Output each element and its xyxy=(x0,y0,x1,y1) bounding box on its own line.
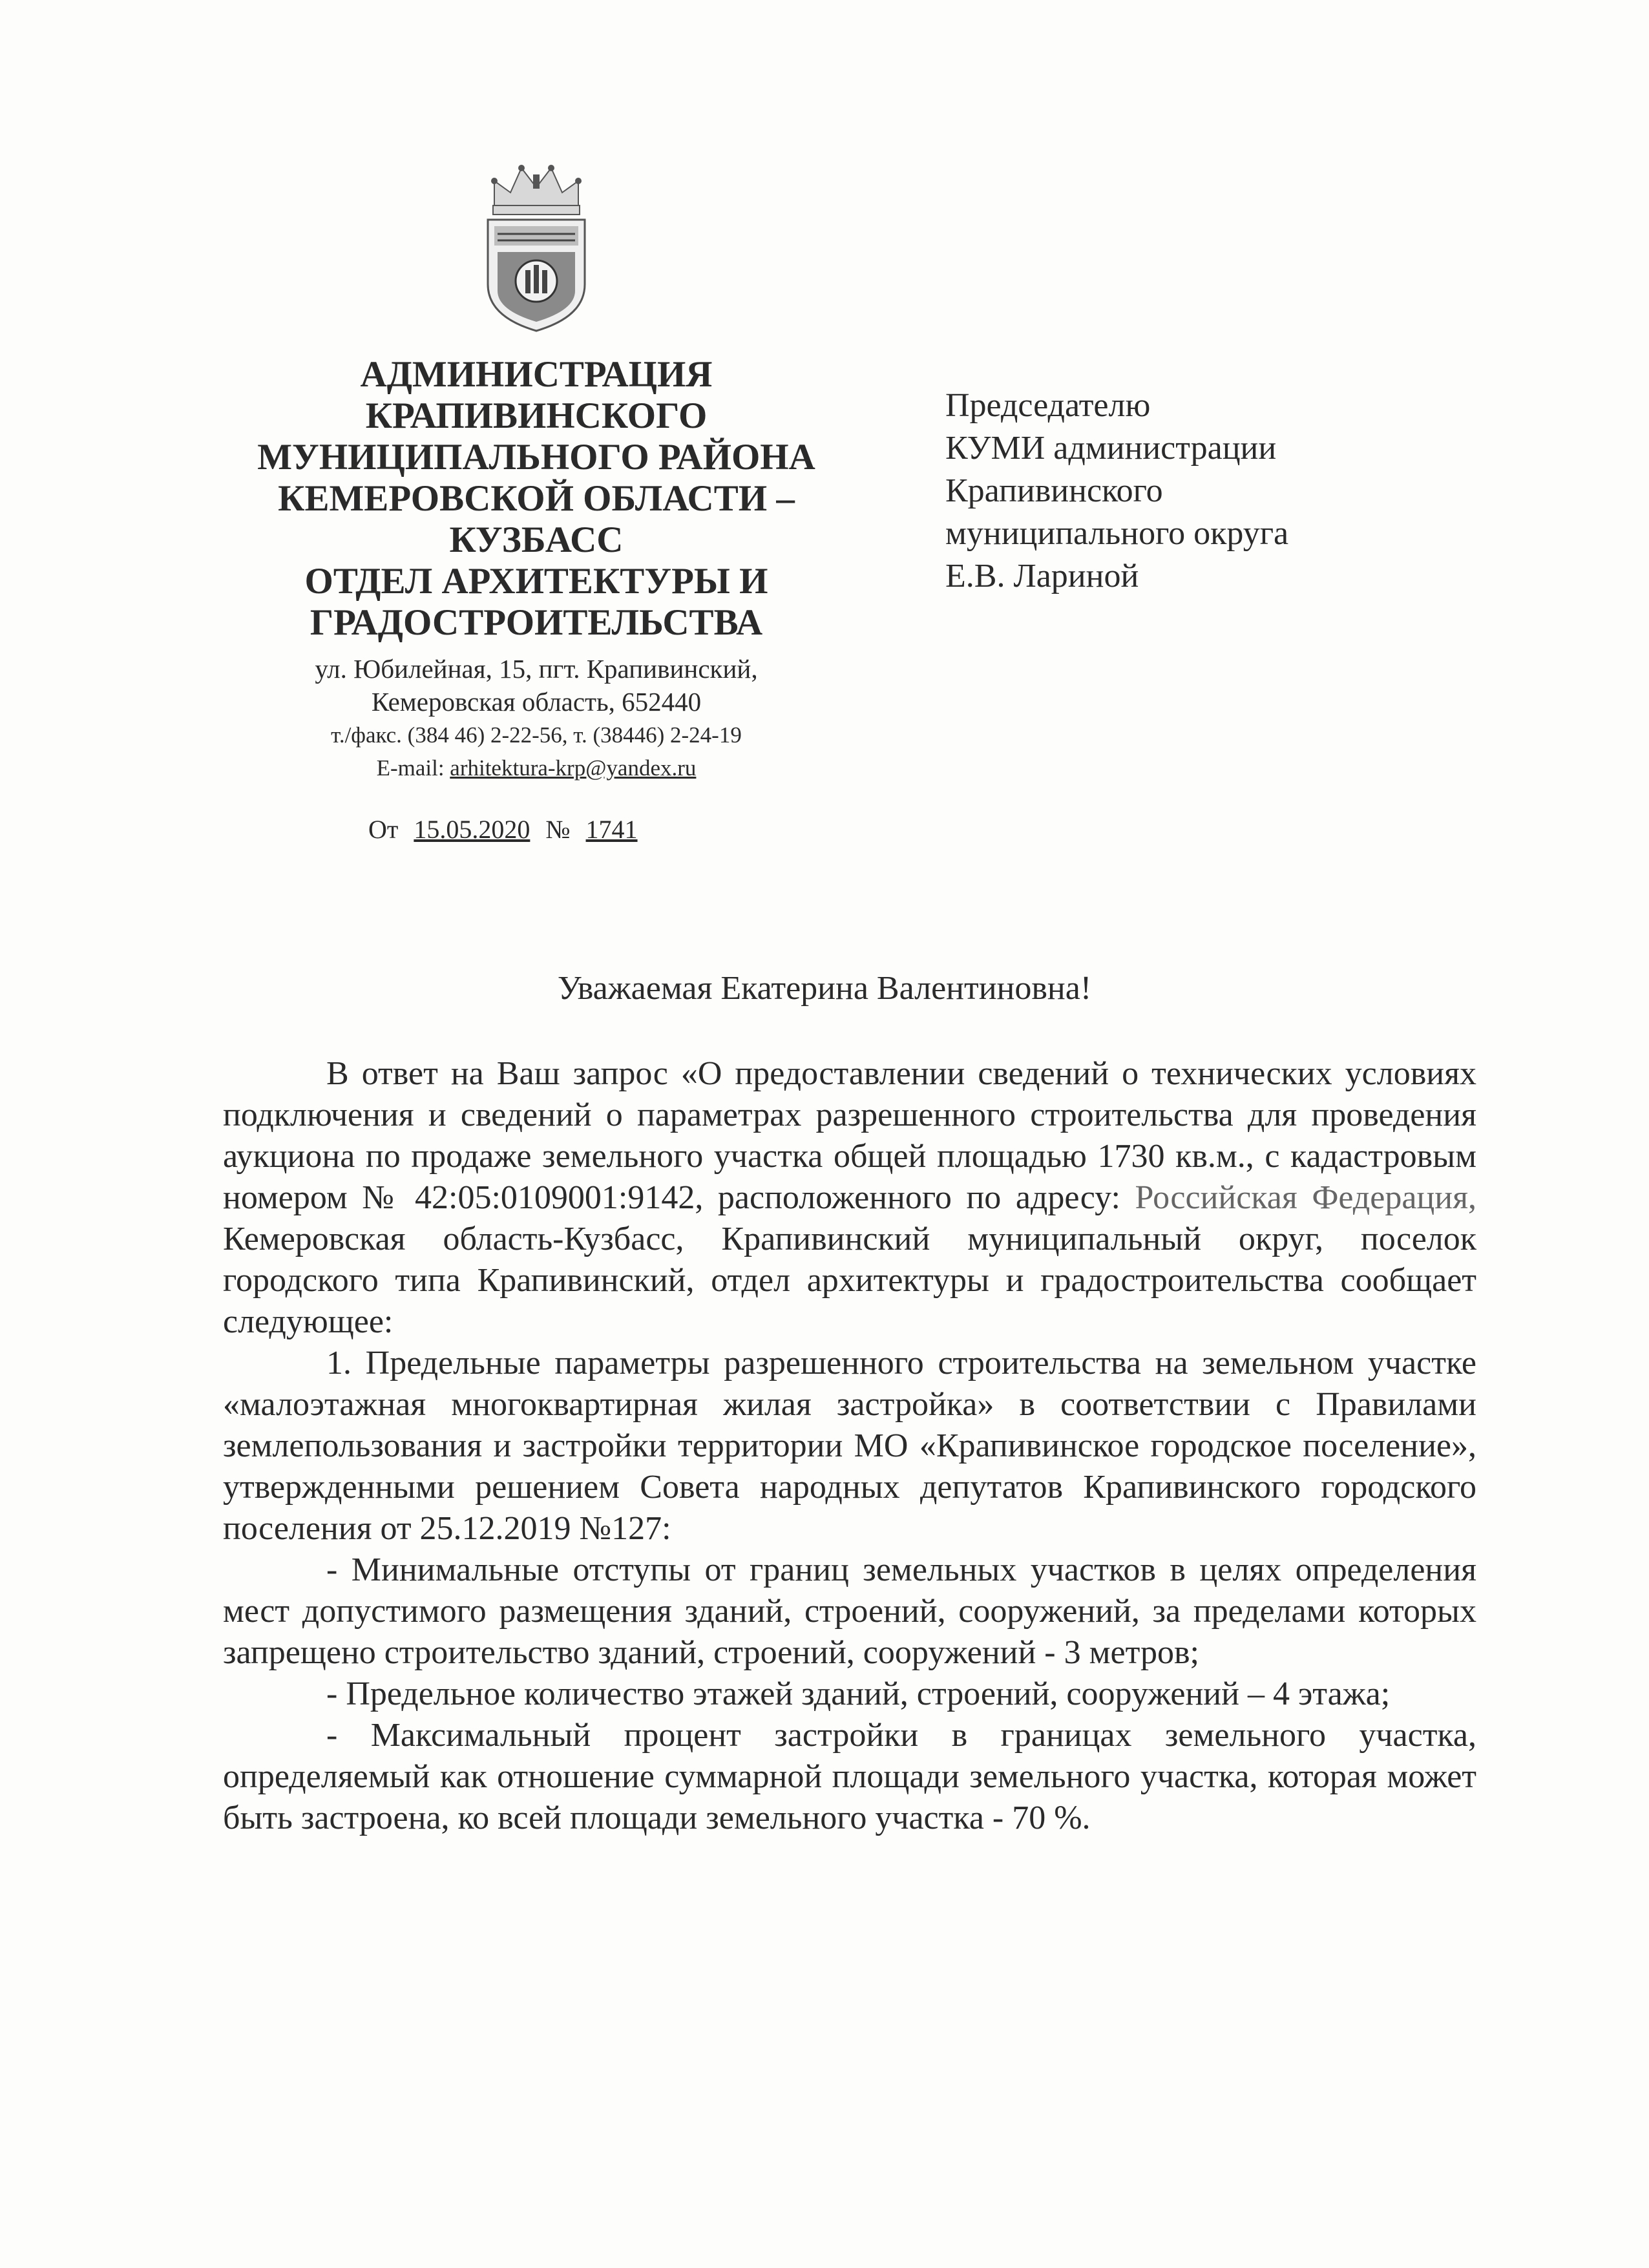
org-line: ГРАДОСТРОИТЕЛЬСТВА xyxy=(310,602,763,643)
addressee-line: Крапивинского xyxy=(945,472,1163,509)
org-line: МУНИЦИПАЛЬНОГО РАЙОНА xyxy=(257,437,815,478)
phone-line: т./факс. (384 46) 2-22-56, т. (38446) 2-24-19 xyxy=(331,722,742,748)
document-date-number xyxy=(368,814,647,845)
paragraph-text: Российская Федерация, xyxy=(1135,1179,1477,1216)
letter-body xyxy=(223,1053,1476,1839)
email-line xyxy=(197,751,876,784)
email-label: E-mail: xyxy=(376,755,450,781)
document-date: 15.05.2020 xyxy=(414,815,530,844)
org-line: КРАПИВИНСКОГО xyxy=(365,395,708,436)
number-prefix: № xyxy=(545,815,571,844)
coat-of-arms-icon xyxy=(481,162,591,333)
address-line-2: Кемеровская область, 652440 xyxy=(371,687,702,717)
organization-name xyxy=(197,354,876,644)
paragraph-request xyxy=(223,1053,1476,1343)
paragraph-text: Кемеровская область-Кузбасс, Крапивинский муниципальный округ, поселок городского типа Крапивинский, отдел архитектуры и градостроительства сообщает следующее: xyxy=(223,1221,1476,1340)
paragraph-item-1: 1. Предельные параметры разрешенного строительства на земельном участке «малоэтажная многоквартирная жилая застройка» в соответствии с Правилами землепользования и застройки территории МО «Крапивинское городское поселение», утвержденными решением Совета народных депутатов Крапивинского городского поселения от 25.12.2019 №127: xyxy=(223,1345,1476,1547)
org-contacts xyxy=(197,653,876,784)
letter-greeting: Уважаемая Екатерина Валентиновна! xyxy=(557,970,1092,1007)
addressee-line: Председателю xyxy=(945,387,1151,424)
addressee-line: муниципального округа xyxy=(945,515,1289,552)
org-line: ОТДЕЛ АРХИТЕКТУРЫ И xyxy=(304,561,768,602)
addressee-block xyxy=(945,384,1527,598)
org-line: КЕМЕРОВСКОЙ ОБЛАСТИ – xyxy=(278,478,795,519)
paragraph-setbacks: - Минимальные отступы от границ земельных участков в целях определения мест допустимого размещения зданий, строений, сооружений, за пределами которых запрещено строительство зданий, строений, сооружений - 3 метров; xyxy=(223,1551,1476,1671)
org-line: АДМИНИСТРАЦИЯ xyxy=(360,354,713,395)
addressee-line: Е.В. Лариной xyxy=(945,558,1139,594)
paragraph-coverage: - Максимальный процент застройки в границах земельного участка, определяемый как отношение суммарной площади земельного участка, которая может быть застроена, ко всей площади земельного участка - 70 %. xyxy=(223,1717,1476,1836)
email-link[interactable]: arhitektura-krp@yandex.ru xyxy=(450,755,697,781)
document-number: 1741 xyxy=(585,815,638,844)
address-line-1: ул. Юбилейная, 15, пгт. Крапивинский, xyxy=(315,654,758,684)
paragraph-text: В ответ на Ваш запрос «О предоставлении сведений о технических условиях подключения и сведений о параметрах разрешенного строительства для проведения аукциона по продаже земельного участка общей площадью 1730 кв.м., с кадастровым номером № 42:05:0109001:9142, расположенного по адресу: xyxy=(223,1055,1476,1216)
addressee-line: КУМИ администрации xyxy=(945,430,1277,467)
org-line: КУЗБАСС xyxy=(449,520,624,560)
paragraph-floors: - Предельное количество этажей зданий, строений, сооружений – 4 этажа; xyxy=(326,1675,1391,1712)
date-prefix: От xyxy=(368,815,399,844)
